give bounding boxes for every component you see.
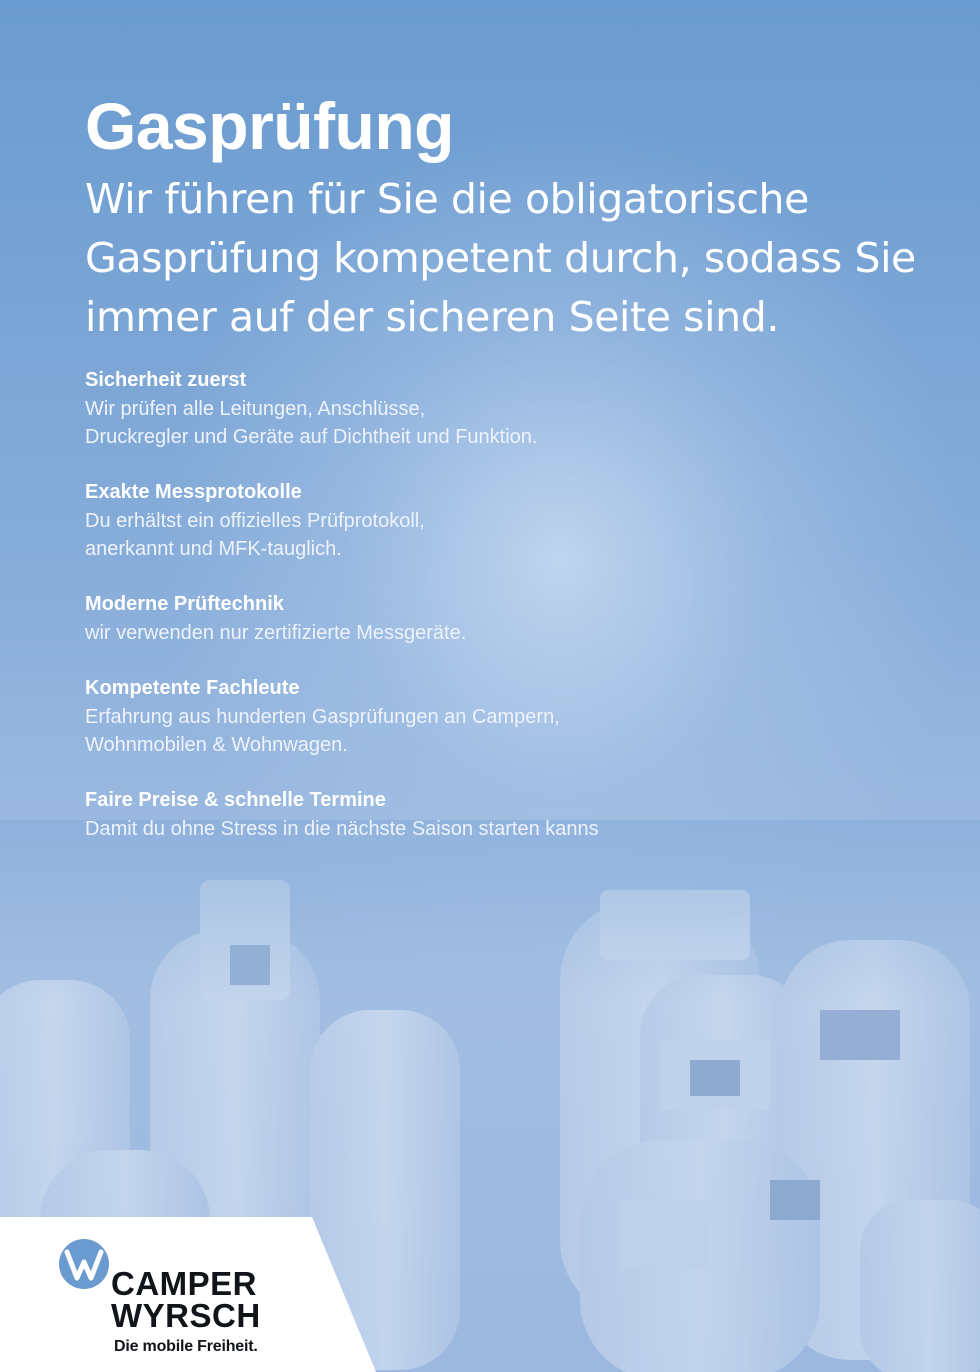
feature-item — [85, 674, 905, 759]
brand-name-line1: CAMPER — [111, 1265, 258, 1302]
brand-name-line2: WYRSCH — [111, 1297, 261, 1334]
page-subtitle: Wir führen für Sie die obligatorische Gasprüfung kompetent durch, sodass Sie immer auf der sicheren Seite sind. — [85, 175, 916, 341]
feature-item — [85, 786, 905, 843]
wave-w-logo-icon — [58, 1238, 110, 1290]
feature-title: Exakte Messprotokolle — [85, 481, 302, 503]
feature-title: Sicherheit zuerst — [85, 369, 247, 391]
feature-description: Erfahrung aus hunderten Gasprüfungen an Campern, Wohnmobilen & Wohnwagen. — [85, 706, 560, 756]
feature-description: wir verwenden nur zertifizierte Messgeräte. — [85, 622, 467, 644]
feature-item — [85, 590, 905, 647]
feature-description: Wir prüfen alle Leitungen, Anschlüsse, Druckregler und Geräte auf Dichtheit und Funktion. — [85, 398, 538, 448]
brand-tagline: Die mobile Freiheit. — [114, 1338, 258, 1355]
feature-item — [85, 478, 905, 563]
page-title: Gasprüfung — [85, 89, 454, 163]
feature-title: Faire Preise & schnelle Termine — [85, 789, 386, 811]
feature-item — [85, 366, 905, 451]
feature-title: Kompetente Fachleute — [85, 677, 300, 699]
feature-description: Du erhältst ein offizielles Prüfprotokoll, anerkannt und MFK-tauglich. — [85, 510, 425, 560]
feature-description: Damit du ohne Stress in die nächste Saison starten kanns — [85, 818, 599, 840]
feature-title: Moderne Prüftechnik — [85, 593, 284, 615]
feature-list — [85, 366, 905, 870]
